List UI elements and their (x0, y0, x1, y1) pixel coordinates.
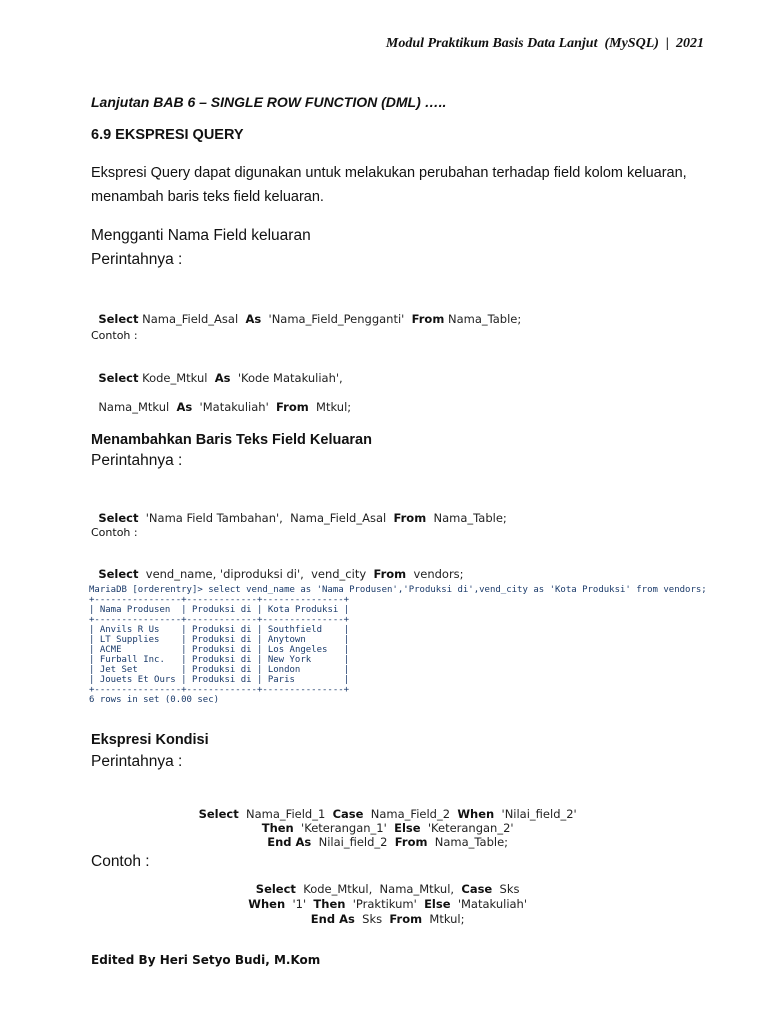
terminal-output: MariaDB [orderentry]> select vend_name as 'Nama Produsen','Produksi di',vend_city as 'Kota Produksi' from vendors; +----------------+-------------+---------------+ | Nama Produsen | Produksi di | Kota Produksi | +----------------+-------------+---------------+ | Anvils R Us | Produksi di | Southfield | | LT Supplies | Produksi di | Anytown | | ACME | Produksi di | Los Angeles | | Furball Inc. | Produksi di | New York | | Jet Set | Produksi di | London | | Jouets Et Ours | Produksi di | Paris | +----------------+-------------+---------------+ 6 rows in set (0.00 sec) (89, 585, 707, 705)
kondisi-title: Ekspresi Kondisi (91, 732, 209, 748)
terminal-cell: LT Supplies (99, 635, 160, 645)
terminal-col-header: Nama Produsen (99, 605, 171, 615)
terminal-cell: Jet Set (99, 665, 138, 675)
terminal-cell: Produksi di (191, 635, 252, 645)
terminal-cell: Produksi di (191, 625, 252, 635)
terminal-border-bottom: +----------------+-------------+---------------+ (89, 685, 350, 695)
kondisi-syntax-line2: Then 'Keterangan_1' Else 'Keterangan_2' (261, 821, 514, 835)
kondisi-example-line3: End As Sks From Mtkul; (310, 912, 465, 926)
terminal-cell: Los Angeles (267, 645, 328, 655)
terminal-cell: London (267, 665, 301, 675)
document-header: Modul Praktikum Basis Data Lanjut (MySQL) | 2021 (385, 36, 704, 51)
terminal-command: MariaDB [orderentry]> select vend_name as 'Nama Produsen','Produksi di',vend_city as 'Kota Produksi' from vendors; (89, 585, 707, 595)
kondisi-syntax-line1: Select Nama_Field_1 Case Nama_Field_2 When 'Nilai_field_2' (198, 807, 577, 821)
rename-syntax: Select Nama_Field_Asal As 'Nama_Field_Pengganti' From Nama_Table; (98, 312, 522, 326)
terminal-cell: Anytown (267, 635, 306, 645)
terminal-cell: Produksi di (191, 645, 252, 655)
terminal-cell: Produksi di (191, 675, 252, 685)
terminal-cell: ACME (99, 645, 122, 655)
rename-example-line1: Select Kode_Mtkul As 'Kode Matakuliah', (98, 371, 343, 385)
section-heading: 6.9 EKSPRESI QUERY (91, 127, 244, 143)
addtext-example: Select vend_name, 'diproduksi di', vend_city From vendors; (98, 567, 464, 581)
terminal-cell: Southfield (267, 625, 323, 635)
terminal-cell: Paris (267, 675, 295, 685)
addtext-perintah: Perintahnya : (91, 452, 183, 469)
addtext-title: Menambahkan Baris Teks Field Keluaran (91, 432, 372, 448)
addtext-contoh: Contoh : (91, 526, 138, 539)
document-footer: Edited By Heri Setyo Budi, M.Kom (91, 953, 321, 967)
terminal-cell: Produksi di (191, 665, 252, 675)
terminal-border-top: +----------------+-------------+---------------+ (89, 595, 350, 605)
rename-contoh: Contoh : (91, 329, 138, 342)
rename-title: Mengganti Nama Field keluaran (91, 227, 311, 244)
terminal-col-header: Produksi di (191, 605, 252, 615)
terminal-cell: Anvils R Us (99, 625, 160, 635)
intro-paragraph: Ekspresi Query dapat digunakan untuk melakukan perubahan terhadap field kolom keluaran, menambah baris teks field keluaran. (91, 165, 687, 205)
terminal-cell: Produksi di (191, 655, 252, 665)
kondisi-contoh: Contoh : (91, 853, 150, 870)
terminal-cell: New York (267, 655, 312, 665)
rename-example-line2: Nama_Mtkul As 'Matakuliah' From Mtkul; (98, 400, 352, 414)
terminal-border-mid: +----------------+-------------+---------------+ (89, 615, 350, 625)
kondisi-perintah: Perintahnya : (91, 753, 183, 770)
kondisi-syntax-line3: End As Nilai_field_2 From Nama_Table; (267, 835, 509, 849)
terminal-footer: 6 rows in set (0.00 sec) (89, 695, 220, 705)
terminal-col-header: Kota Produksi (267, 605, 339, 615)
kondisi-example-line1: Select Kode_Mtkul, Nama_Mtkul, Case Sks (255, 882, 520, 896)
chapter-subtitle: Lanjutan BAB 6 – SINGLE ROW FUNCTION (DML) ….. (91, 94, 447, 110)
rename-perintah: Perintahnya : (91, 251, 183, 268)
addtext-syntax: Select 'Nama Field Tambahan', Nama_Field_Asal From Nama_Table; (98, 511, 507, 525)
kondisi-example-line2: When '1' Then 'Praktikum' Else 'Matakuliah' (248, 897, 528, 911)
terminal-cell: Furball Inc. (99, 655, 165, 665)
terminal-cell: Jouets Et Ours (99, 675, 176, 685)
